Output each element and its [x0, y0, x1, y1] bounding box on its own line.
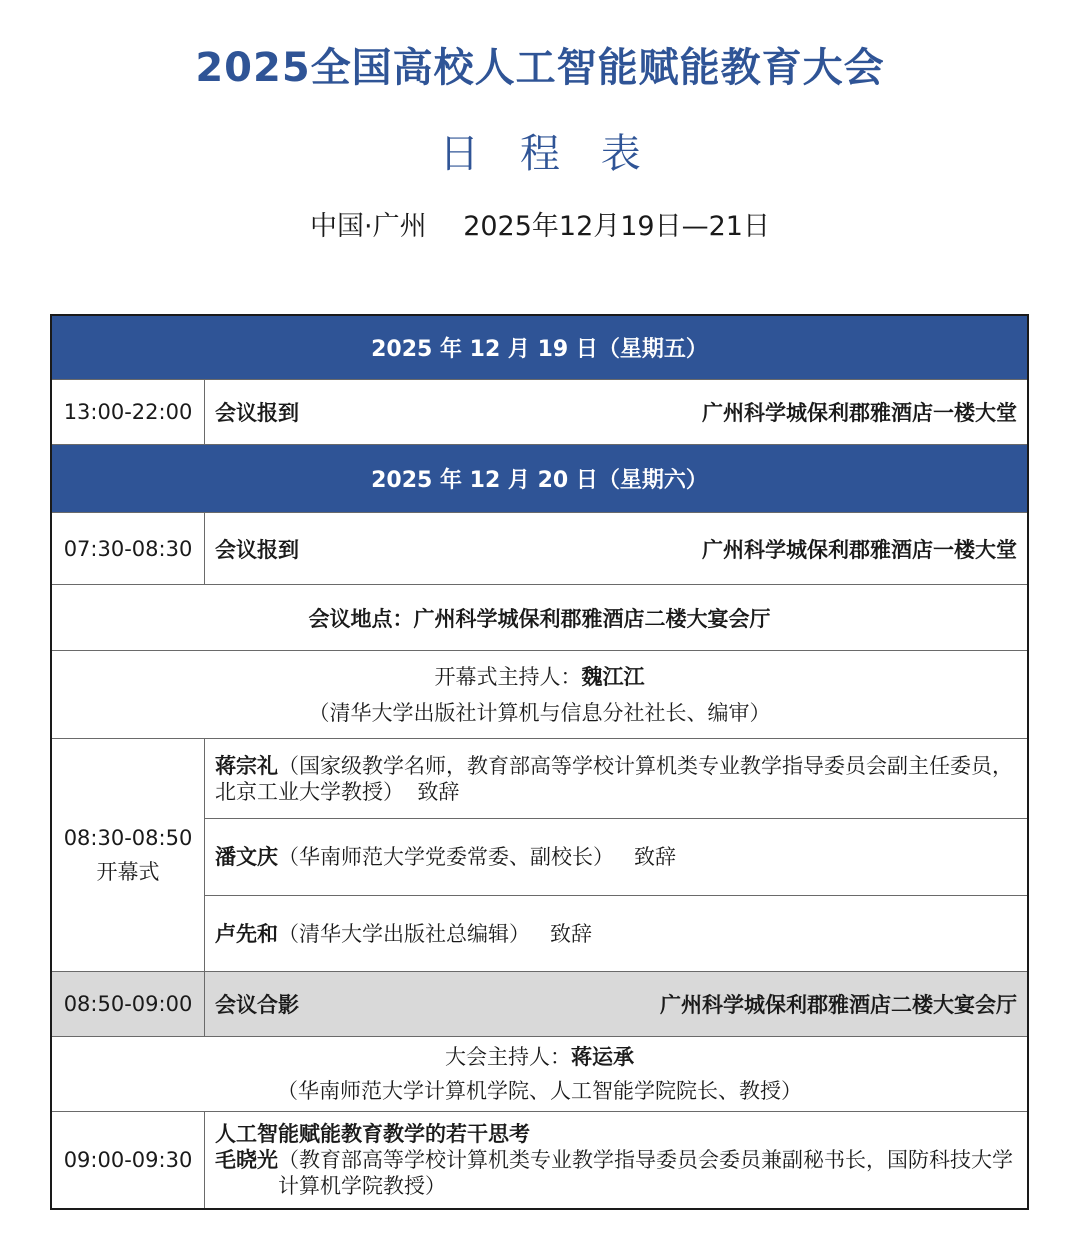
opening-time: 08:30-08:50: [63, 826, 193, 850]
event-place: 广州科学城保利郡雅酒店一楼大堂: [702, 537, 1017, 562]
time-cell: 13:00-22:00: [52, 380, 205, 444]
event-name: 会议报到: [215, 401, 299, 425]
content-cell: [205, 513, 1027, 584]
speech-item: [205, 739, 1027, 819]
event-dates: 2025年12月19日—21日: [463, 211, 770, 242]
speech-action: 致辞: [417, 779, 460, 804]
venue-row: [52, 585, 1027, 651]
talk-content: [205, 1112, 1027, 1208]
time-cell: 07:30-08:30: [52, 513, 205, 584]
day2-header-text: 2025 年 12 月 20 日（星期六）: [371, 468, 708, 493]
main-host-cell: [52, 1037, 1027, 1111]
event-place: 广州科学城保利郡雅酒店二楼大宴会厅: [660, 993, 1017, 1017]
content-cell: [205, 380, 1027, 444]
speech-action: 致辞: [550, 921, 593, 946]
talk-topic: 人工智能赋能教育教学的若干思考: [215, 1122, 530, 1146]
main-host-title: （华南师范大学计算机学院、人工智能学院院长、教授）: [277, 1079, 802, 1103]
time-cell: 09:00-09:30: [52, 1112, 205, 1208]
main-host-name: 蒋运承: [571, 1045, 634, 1069]
main-host-line: [445, 1040, 634, 1074]
speech-item: [205, 896, 1027, 971]
table-row: [52, 380, 1027, 445]
time-cell: 08:50-09:00: [52, 972, 205, 1036]
event-name: 会议报到: [215, 537, 299, 562]
speaker-desc: （国家级教学名师，教育部高等学校计算机类专业教学指导委员会副主任委员，北京工业大学教授）: [215, 753, 1013, 804]
main-host-label: 大会主持人：: [445, 1045, 571, 1069]
table-row: [52, 513, 1027, 585]
talk-speaker-line: [215, 1147, 1017, 1199]
page-subtitle: 日 程 表: [439, 131, 655, 177]
schedule-table: [50, 314, 1029, 1210]
day2-header: [52, 445, 1027, 513]
event-location-dates: [0, 204, 1080, 243]
day1-header-text: 2025 年 12 月 19 日（星期五）: [371, 337, 708, 362]
opening-host-label: 开幕式主持人：: [434, 664, 582, 689]
opening-host-title: （清华大学出版社计算机与信息分社社长、编审）: [308, 700, 771, 725]
speaker-desc: （清华大学出版社总编辑）: [278, 921, 530, 946]
opening-host-line: [435, 659, 645, 695]
speaker-name: 卢先和: [215, 921, 278, 946]
speaker-desc: （教育部高等学校计算机类专业教学指导委员会委员兼副秘书长，国防科技大学计算机学院教授）: [278, 1148, 1013, 1198]
speech-item: [205, 819, 1027, 896]
photo-row: [52, 972, 1027, 1037]
opening-ceremony-row: [52, 739, 1027, 972]
speaker-name: 潘文庆: [215, 845, 278, 869]
page-title: 2025全国高校人工智能赋能教育大会: [195, 45, 885, 91]
content-cell: [205, 972, 1027, 1036]
speaker-desc: （华南师范大学党委常委、副校长）: [278, 845, 614, 869]
opening-host-name: 魏江江: [581, 664, 645, 689]
speaker-name: 蒋宗礼: [215, 753, 278, 778]
day1-header: [52, 316, 1027, 380]
talk-row: [52, 1112, 1027, 1208]
time-cell: [52, 739, 205, 971]
main-host-row: [52, 1037, 1027, 1112]
speech-action: 致辞: [634, 845, 677, 869]
speech-list: [205, 739, 1027, 971]
venue-text: 会议地点：广州科学城保利郡雅酒店二楼大宴会厅: [308, 606, 771, 631]
event-name: 会议合影: [215, 993, 299, 1017]
opening-label: 开幕式: [96, 860, 160, 884]
opening-host-row: [52, 651, 1027, 739]
opening-host-cell: [52, 651, 1027, 738]
speaker-name: 毛晓光: [215, 1148, 278, 1172]
event-location: 中国·广州: [310, 211, 427, 242]
event-place: 广州科学城保利郡雅酒店一楼大堂: [702, 401, 1017, 425]
